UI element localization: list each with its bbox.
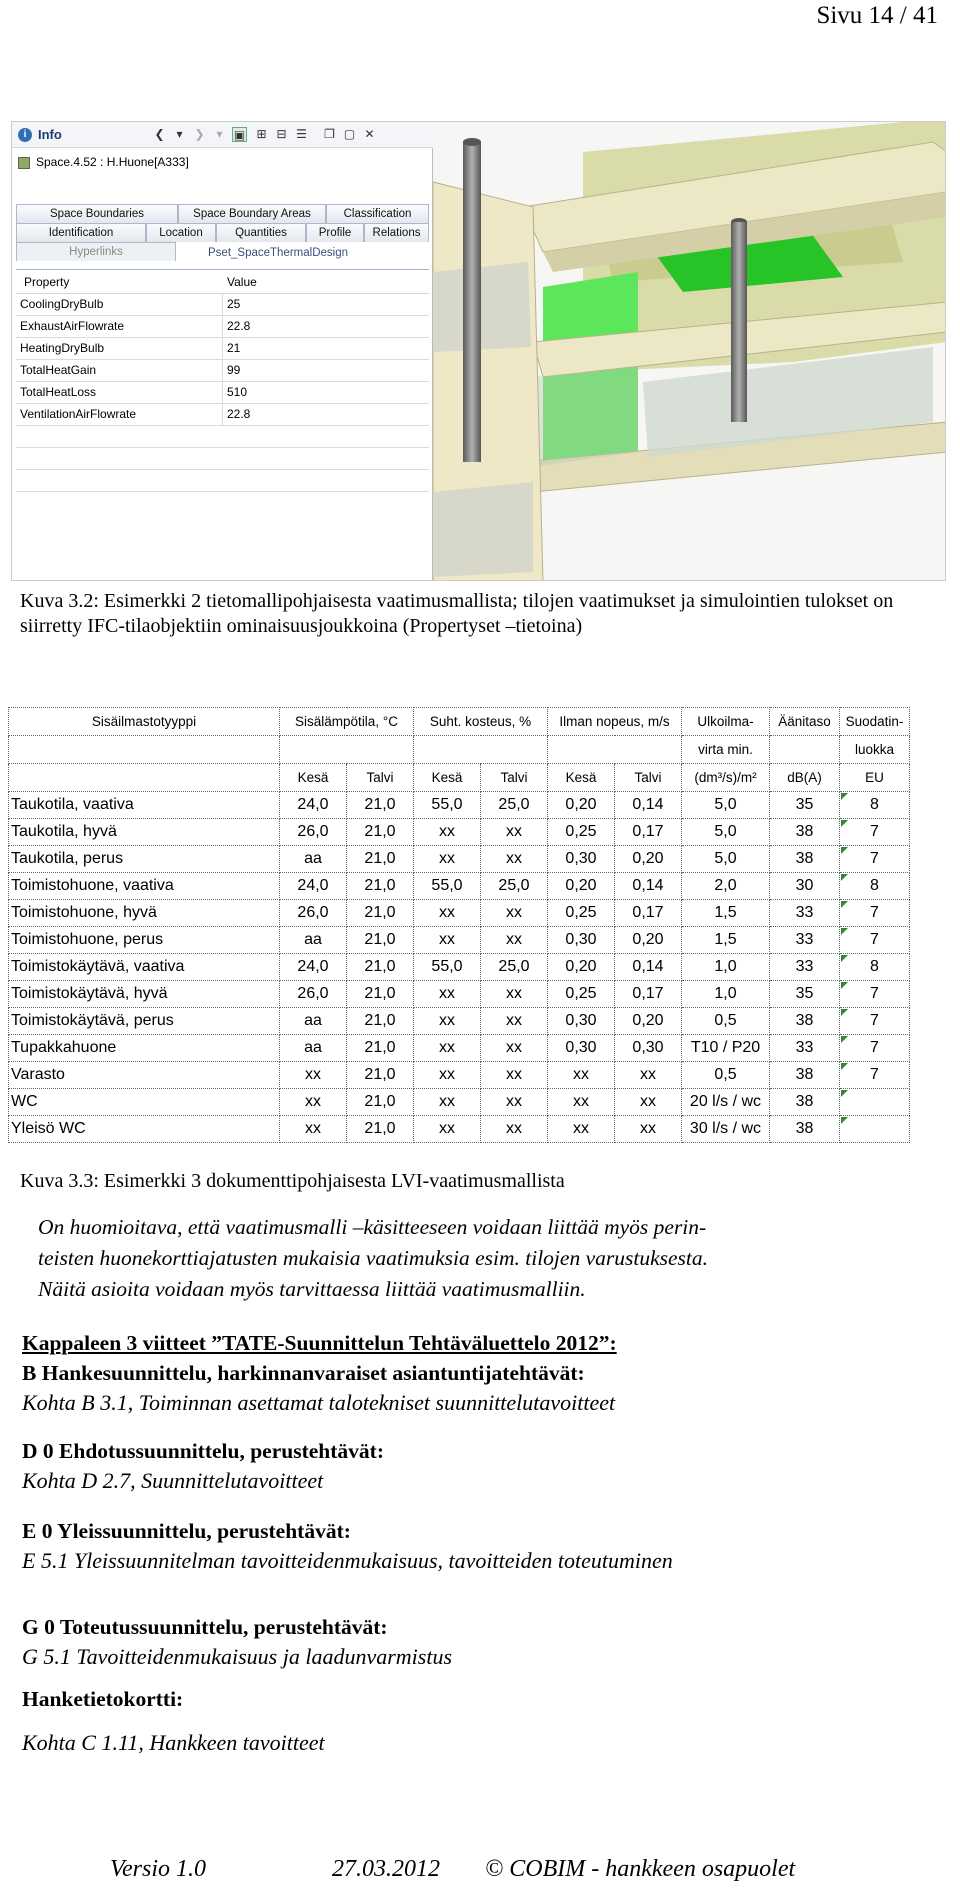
property-row[interactable]: [16, 360, 429, 382]
figure-hvac-table: [8, 707, 960, 1152]
table-row: [9, 981, 910, 1008]
table-cell: 0,20: [615, 1008, 682, 1035]
table-cell: 8: [840, 873, 910, 900]
room-type-cell: Toimistohuone, vaativa: [9, 873, 280, 900]
table-cell: 0,17: [615, 981, 682, 1008]
table-row: [9, 1089, 910, 1116]
table-cell: 7: [840, 927, 910, 954]
table-cell: 2,0: [682, 873, 770, 900]
table-cell: 0,20: [615, 927, 682, 954]
header-filter-unit: EU: [840, 764, 910, 792]
table-cell: 0,14: [615, 954, 682, 981]
table-cell: xx: [481, 981, 548, 1008]
table-cell: xx: [414, 900, 481, 927]
table-cell: xx: [414, 846, 481, 873]
reference-b-item: Kohta B 3.1, Toiminnan asettamat talotekniset suunnittelutavoitteet: [22, 1390, 616, 1415]
reference-e-heading: E 0 Yleissuunnittelu, perustehtävät:: [22, 1519, 351, 1543]
table-cell: 0,30: [548, 1035, 615, 1062]
tab-location[interactable]: Location: [146, 223, 216, 242]
empty-row: [16, 448, 429, 470]
table-cell: 21,0: [347, 1062, 414, 1089]
table-cell: 1,5: [682, 927, 770, 954]
table-cell: 33: [770, 1035, 840, 1062]
table-row: [9, 1008, 910, 1035]
table-cell: 7: [840, 846, 910, 873]
tab-space-boundary-areas[interactable]: Space Boundary Areas: [178, 204, 326, 223]
table-cell: 55,0: [414, 792, 481, 819]
header-summer: Kesä: [280, 764, 347, 792]
reference-h-heading: Hanketietokortti:: [22, 1687, 184, 1711]
property-name: TotalHeatGain: [20, 363, 97, 377]
table-cell: xx: [280, 1062, 347, 1089]
tab-relations[interactable]: Relations: [364, 223, 429, 242]
table-cell: 25,0: [481, 873, 548, 900]
table-row: [9, 846, 910, 873]
empty-row: [16, 426, 429, 448]
table-cell: 0,25: [548, 819, 615, 846]
table-cell: 38: [770, 1008, 840, 1035]
table-cell: 38: [770, 1062, 840, 1089]
table-cell: 35: [770, 981, 840, 1008]
table-cell: 24,0: [280, 792, 347, 819]
figure-ifc-info: [11, 121, 946, 581]
reference-e-item: E 5.1 Yleissuunnitelman tavoitteidenmukaisuus, tavoitteiden toteutuminen: [22, 1548, 673, 1573]
tab-quantities[interactable]: Quantities: [216, 223, 306, 242]
table-cell: 25,0: [481, 954, 548, 981]
table-cell: xx: [414, 1008, 481, 1035]
room-type-cell: Toimistohuone, hyvä: [9, 900, 280, 927]
table-cell: 38: [770, 1116, 840, 1143]
table-cell: [840, 1116, 910, 1143]
table-cell: 35: [770, 792, 840, 819]
table-cell: 33: [770, 900, 840, 927]
space-object-icon: [18, 157, 30, 169]
table-cell: 0,17: [615, 900, 682, 927]
table-cell: 21,0: [347, 819, 414, 846]
info-title: Info: [38, 127, 62, 142]
table-cell: 0,14: [615, 792, 682, 819]
room-type-cell: Taukotila, vaativa: [9, 792, 280, 819]
header-sound-unit: dB(A): [770, 764, 840, 792]
table-cell: 5,0: [682, 792, 770, 819]
table-cell: aa: [280, 1035, 347, 1062]
room-type-cell: Toimistokäytävä, vaativa: [9, 954, 280, 981]
header-outdoor-air-2: virta min.: [682, 736, 770, 764]
property-value: 22.8: [227, 407, 251, 421]
table-cell: 38: [770, 846, 840, 873]
table-cell: xx: [481, 1008, 548, 1035]
table-cell: 21,0: [347, 846, 414, 873]
table-row: [9, 927, 910, 954]
table-cell: 0,20: [548, 792, 615, 819]
note-line: teisten huonekorttiajatusten mukaisia vaatimuksia esim. tilojen varustuksesta.: [38, 1246, 708, 1270]
table-row: [9, 900, 910, 927]
property-name: TotalHeatLoss: [20, 385, 97, 399]
column-header-value[interactable]: Value: [227, 275, 257, 289]
header-room-type: Sisäilmastotyyppi: [9, 708, 280, 736]
table-cell: 21,0: [347, 1008, 414, 1035]
table-cell: xx: [481, 846, 548, 873]
tab-identification[interactable]: Identification: [16, 223, 146, 242]
table-cell: xx: [414, 981, 481, 1008]
property-grid: [16, 269, 429, 581]
forward-arrow-icon[interactable]: ❯: [194, 127, 205, 141]
pset-tab-label[interactable]: Pset_SpaceThermalDesign: [208, 247, 348, 259]
back-arrow-icon[interactable]: ❮: [154, 127, 165, 141]
table-cell: 8: [840, 954, 910, 981]
table-cell: aa: [280, 846, 347, 873]
collapse-all-icon[interactable]: ⊟: [276, 127, 287, 141]
table-cell: 30 l/s / wc: [682, 1116, 770, 1143]
footer-copyright: © COBIM - hankkeen osapuolet: [485, 1856, 796, 1882]
reference-d-item: Kohta D 2.7, Suunnittelutavoitteet: [22, 1468, 324, 1493]
property-row[interactable]: [16, 404, 429, 426]
table-cell: 21,0: [347, 792, 414, 819]
header-summer: Kesä: [414, 764, 481, 792]
table-cell: 24,0: [280, 873, 347, 900]
table-cell: 21,0: [347, 1116, 414, 1143]
table-cell: 0,30: [548, 927, 615, 954]
figure-caption-3-3: Kuva 3.3: Esimerkki 3 dokumenttipohjaisesta LVI-vaatimusmallista: [20, 1170, 565, 1192]
room-type-cell: Yleisö WC: [9, 1116, 280, 1143]
property-row[interactable]: [16, 382, 429, 404]
page-number: Sivu 14 / 41: [816, 2, 938, 29]
table-cell: 55,0: [414, 873, 481, 900]
header-air-speed: Ilman nopeus, m/s: [548, 708, 682, 736]
table-cell: xx: [548, 1116, 615, 1143]
table-cell: 21,0: [347, 954, 414, 981]
table-cell: 33: [770, 927, 840, 954]
table-cell: xx: [548, 1089, 615, 1116]
property-value: 510: [227, 385, 248, 399]
column-header-property[interactable]: Property: [24, 275, 70, 289]
building-3d-view[interactable]: [433, 122, 946, 581]
table-cell: xx: [414, 1116, 481, 1143]
room-type-cell: Toimistokäytävä, hyvä: [9, 981, 280, 1008]
table-cell: aa: [280, 1008, 347, 1035]
property-row[interactable]: [16, 338, 429, 360]
info-icon: i: [18, 128, 32, 142]
room-type-cell: Tupakkahuone: [9, 1035, 280, 1062]
table-cell: 21,0: [347, 900, 414, 927]
table-cell: xx: [481, 819, 548, 846]
header-winter: Talvi: [347, 764, 414, 792]
table-cell: 7: [840, 1008, 910, 1035]
table-cell: xx: [615, 1116, 682, 1143]
room-type-cell: Toimistokäytävä, perus: [9, 1008, 280, 1035]
table-cell: 5,0: [682, 819, 770, 846]
table-cell: 25,0: [481, 792, 548, 819]
table-cell: xx: [615, 1089, 682, 1116]
table-cell: 55,0: [414, 954, 481, 981]
room-type-cell: Varasto: [9, 1062, 280, 1089]
table-cell: 0,25: [548, 900, 615, 927]
empty-row: [16, 470, 429, 492]
table-cell: xx: [414, 1062, 481, 1089]
table-cell: 7: [840, 1035, 910, 1062]
header-outdoor-air-1: Ulkoilma-: [682, 708, 770, 736]
reference-b-heading: B Hankesuunnittelu, harkinnanvaraiset asiantuntijatehtävät:: [22, 1361, 585, 1385]
table-cell: 24,0: [280, 954, 347, 981]
table-cell: 8: [840, 792, 910, 819]
table-cell: xx: [548, 1062, 615, 1089]
info-toolbar: [12, 122, 433, 148]
table-cell: 21,0: [347, 873, 414, 900]
tab-classification[interactable]: Classification: [326, 204, 429, 223]
table-cell: xx: [280, 1089, 347, 1116]
space-label: Space.4.52 : H.Huone[A333]: [36, 155, 189, 169]
tab-space-boundaries[interactable]: Space Boundaries: [16, 204, 178, 223]
reference-g-item: G 5.1 Tavoitteidenmukaisuus ja laadunvarmistus: [22, 1644, 453, 1669]
tab-hyperlinks[interactable]: Hyperlinks: [16, 242, 176, 261]
table-cell: 0,30: [548, 846, 615, 873]
list-view-icon[interactable]: ☰: [296, 127, 307, 141]
property-name: VentilationAirFlowrate: [20, 407, 137, 421]
property-row[interactable]: [16, 316, 429, 338]
table-cell: 7: [840, 900, 910, 927]
table-cell: 26,0: [280, 819, 347, 846]
table-cell: 0,20: [548, 954, 615, 981]
table-cell: xx: [615, 1062, 682, 1089]
table-cell: 5,0: [682, 846, 770, 873]
close-icon[interactable]: ✕: [364, 127, 375, 141]
sync-selection-icon[interactable]: ▣: [233, 128, 246, 142]
table-cell: 38: [770, 1089, 840, 1116]
table-cell: T10 / P20: [682, 1035, 770, 1062]
table-cell: xx: [414, 819, 481, 846]
table-cell: 0,5: [682, 1008, 770, 1035]
table-cell: 0,5: [682, 1062, 770, 1089]
room-type-cell: Taukotila, perus: [9, 846, 280, 873]
table-cell: xx: [414, 1089, 481, 1116]
header-temperature: Sisälämpötila, °C: [280, 708, 414, 736]
reference-h-item: Kohta C 1.11, Hankkeen tavoitteet: [22, 1730, 325, 1755]
building-render: [433, 122, 946, 581]
table-cell: xx: [481, 1116, 548, 1143]
room-type-cell: Taukotila, hyvä: [9, 819, 280, 846]
table-cell: 26,0: [280, 900, 347, 927]
table-cell: 0,30: [548, 1008, 615, 1035]
table-cell: 26,0: [280, 981, 347, 1008]
table-cell: aa: [280, 927, 347, 954]
table-cell: 21,0: [347, 981, 414, 1008]
table-cell: 38: [770, 819, 840, 846]
table-cell: 0,30: [615, 1035, 682, 1062]
room-type-cell: Toimistohuone, perus: [9, 927, 280, 954]
table-row: [9, 954, 910, 981]
table-cell: 21,0: [347, 1089, 414, 1116]
table-row: [9, 1035, 910, 1062]
table-cell: 21,0: [347, 927, 414, 954]
header-outdoor-unit: (dm³/s)/m²: [682, 764, 770, 792]
dropdown-arrow-icon[interactable]: ▾: [176, 127, 183, 141]
header-filter-class-2: luokka: [840, 736, 910, 764]
reference-g-heading: G 0 Toteutussuunnittelu, perustehtävät:: [22, 1615, 388, 1639]
note-paragraph: [38, 1212, 938, 1305]
property-name: ExhaustAirFlowrate: [20, 319, 125, 333]
property-value: 25: [227, 297, 241, 311]
table-cell: xx: [481, 1089, 548, 1116]
table-cell: 0,25: [548, 981, 615, 1008]
property-name: HeatingDryBulb: [20, 341, 105, 355]
table-cell: xx: [414, 927, 481, 954]
dropdown-arrow-icon[interactable]: ▾: [216, 127, 223, 141]
table-cell: 0,17: [615, 819, 682, 846]
maximize-window-icon[interactable]: ▢: [343, 127, 356, 141]
table-cell: xx: [481, 900, 548, 927]
info-panel: [12, 122, 433, 581]
property-value: 22.8: [227, 319, 251, 333]
table-cell: 0,20: [615, 846, 682, 873]
header-sound-level: Äänitaso: [770, 708, 840, 736]
figure-caption-3-2: Kuva 3.2: Esimerkki 2 tietomallipohjaisesta vaatimusmallista; tilojen vaatimukset ja simulointien tulokset on siirretty IFC-tilaobjektiin ominaisuusjoukkoina (Propertyset –tietoina): [20, 590, 894, 637]
note-line: On huomioitava, että vaatimusmalli –käsitteeseen voidaan liittää myös perin-: [38, 1215, 707, 1239]
table-cell: 30: [770, 873, 840, 900]
table-cell: 33: [770, 954, 840, 981]
header-filter-class-1: Suodatin-: [840, 708, 910, 736]
note-line: Näitä asioita voidaan myös tarvittaessa liittää vaatimusmalliin.: [38, 1277, 586, 1301]
table-cell: 7: [840, 819, 910, 846]
table-row: [9, 1062, 910, 1089]
room-type-cell: WC: [9, 1089, 280, 1116]
table-cell: xx: [280, 1116, 347, 1143]
property-name: CoolingDryBulb: [20, 297, 104, 311]
table-cell: xx: [481, 1035, 548, 1062]
hvac-requirements-table: [8, 707, 910, 1143]
header-humidity: Suht. kosteus, %: [414, 708, 548, 736]
table-cell: xx: [481, 927, 548, 954]
restore-window-icon[interactable]: ❐: [324, 127, 335, 141]
table-cell: 0,14: [615, 873, 682, 900]
table-cell: 1,0: [682, 954, 770, 981]
expand-all-icon[interactable]: ⊞: [256, 127, 267, 141]
table-cell: xx: [481, 1062, 548, 1089]
table-cell: 7: [840, 981, 910, 1008]
table-row: [9, 792, 910, 819]
table-cell: 21,0: [347, 1035, 414, 1062]
property-value: 99: [227, 363, 241, 377]
header-winter: Talvi: [481, 764, 548, 792]
property-row[interactable]: [16, 294, 429, 316]
chapter-references: [22, 1328, 922, 1758]
table-cell: 0,20: [548, 873, 615, 900]
footer-date: 27.03.2012: [332, 1856, 440, 1882]
table-cell: xx: [414, 1035, 481, 1062]
table-cell: [840, 1089, 910, 1116]
footer-version: Versio 1.0: [110, 1856, 206, 1882]
table-row: [9, 819, 910, 846]
header-summer: Kesä: [548, 764, 615, 792]
property-grid-header: [16, 270, 429, 294]
table-row: [9, 1116, 910, 1143]
header-winter: Talvi: [615, 764, 682, 792]
table-cell: 7: [840, 1062, 910, 1089]
references-heading: Kappaleen 3 viitteet ”TATE-Suunnittelun Tehtäväluettelo 2012”:: [22, 1331, 617, 1355]
table-cell: 20 l/s / wc: [682, 1089, 770, 1116]
table-cell: 1,0: [682, 981, 770, 1008]
property-value: 21: [227, 341, 241, 355]
reference-d-heading: D 0 Ehdotussuunnittelu, perustehtävät:: [22, 1439, 384, 1463]
tab-profile[interactable]: Profile: [306, 223, 364, 242]
table-cell: 1,5: [682, 900, 770, 927]
table-row: [9, 873, 910, 900]
